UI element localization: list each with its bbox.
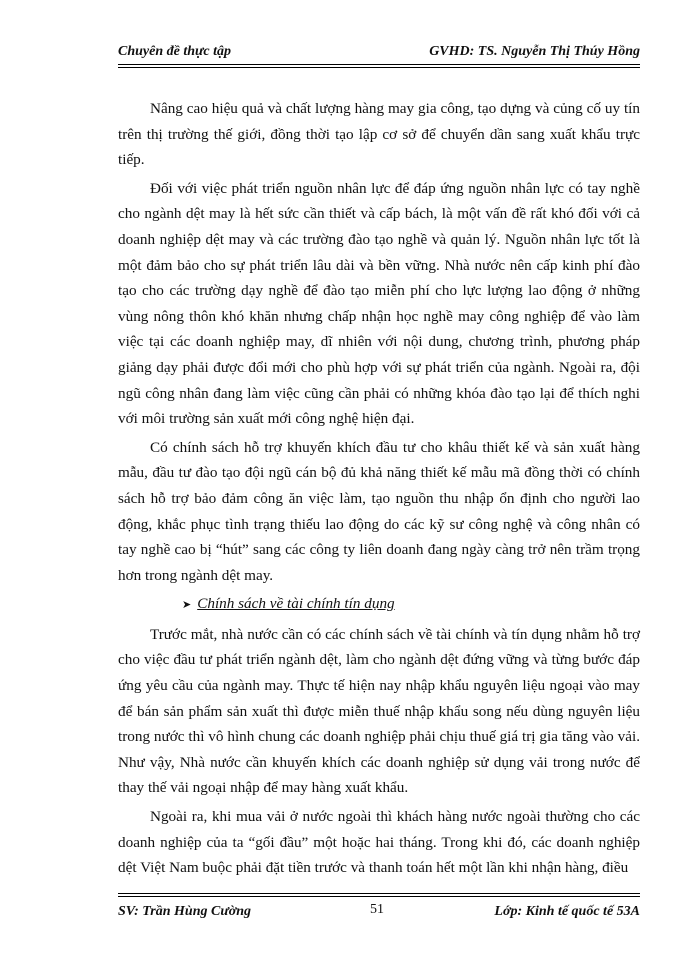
header-title: Chuyên đề thực tập: [118, 44, 232, 59]
footer-student: SV: Trần Hùng Cường: [118, 904, 251, 919]
footer-class: Lớp: Kinh tế quốc tế 53A: [494, 904, 640, 919]
header-divider: [118, 64, 640, 68]
page-number: 51: [370, 902, 384, 917]
page-footer: [118, 900, 640, 924]
header-supervisor: GVHD: TS. Nguyễn Thị Thúy Hồng: [429, 44, 640, 59]
paragraph: Đối với việc phát triển nguồn nhân lực để đáp ứng nguồn nhân lực có tay nghề cho ngành dệt may là hết sức cần thiết và cấp bách, là một vấn đề rất khó đối với cả doanh nghiệp dệt may và các trường đào tạo nghề và quản lý. Nguồn nhân lực tốt là một đảm bảo cho sự phát triển lâu dài và bền vững. Nhà nước nên cấp kinh phí đào tạo cho các trường dạy nghề để đào tạo miễn phí cho lực lượng lao động ở những vùng nông thôn khó khăn nhưng chấp nhận học nghề may công nghiệp để vào làm việc tại các doanh nghiệp may, dĩ nhiên với nội dung, chương trình, phương pháp giảng dạy phải được đổi mới cho phù hợp với sự phát triển của ngành. Ngoài ra, đội ngũ công nhân đang làm việc cũng cần phải có những khóa đào tạo lại để thích nghi với môi trường sản xuất mới công nghệ hiện đại.: [118, 179, 640, 428]
page-body: [118, 96, 640, 884]
paragraph: Trước mắt, nhà nước cần có các chính sách về tài chính và tín dụng nhằm hỗ trợ cho việc đầu tư phát triển ngành dệt, làm cho ngành dệt đứng vững và từng bước đáp ứng yêu cầu của ngành may. Thực tế hiện nay nhập khẩu nguyên liệu ngoại vào may để bán sản phẩm sản xuất thì được miễn thuế nhập khẩu song nếu dùng nguyên liệu trong nước thì vô hình chung các doanh nghiệp phải chịu thuế giá trị gia tăng vào vải. Như vậy, Nhà nước cần khuyến khích các doanh nghiệp sử dụng vải trong nước để thay thế vải ngoại nhập để may hàng xuất khẩu.: [118, 625, 640, 797]
paragraph: Nâng cao hiệu quả và chất lượng hàng may gia công, tạo dựng và củng cố uy tín trên thị trường thế giới, đồng thời tạo lập cơ sở để chuyển dần sang xuất khẩu trực tiếp.: [118, 100, 640, 169]
section-heading-text: Chính sách về tài chính tín dụng: [197, 595, 395, 613]
paragraph: Ngoài ra, khi mua vải ở nước ngoài thì khách hàng nước ngoài thường cho các doanh nghiệp của ta “gối đầu” một hoặc hai tháng. Trong khi đó, các doanh nghiệp dệt Việt Nam buộc phải đặt tiền trước và thanh toán hết một lần khi nhận hàng, điều: [118, 808, 640, 877]
footer-divider: [118, 893, 640, 897]
page-header: [118, 38, 640, 62]
paragraph: Có chính sách hỗ trợ khuyến khích đầu tư cho khâu thiết kế và sản xuất hàng mẫu, đầu tư đào tạo đội ngũ cán bộ đủ khả năng thiết kế mẫu mã đồng thời có chính sách hỗ trợ bảo đảm công ăn việc làm, tạo nguồn thu nhập ổn định cho người lao động, khắc phục tình trạng thiếu lao động do các kỹ sư công nghệ và công nhân có tay nghề cao bị “hút” sang các công ty liên doanh đang ngày càng trở nên trầm trọng hơn trong ngành dệt may.: [118, 438, 640, 584]
section-heading: [118, 591, 640, 619]
arrow-bullet-icon: ➤: [182, 599, 192, 612]
